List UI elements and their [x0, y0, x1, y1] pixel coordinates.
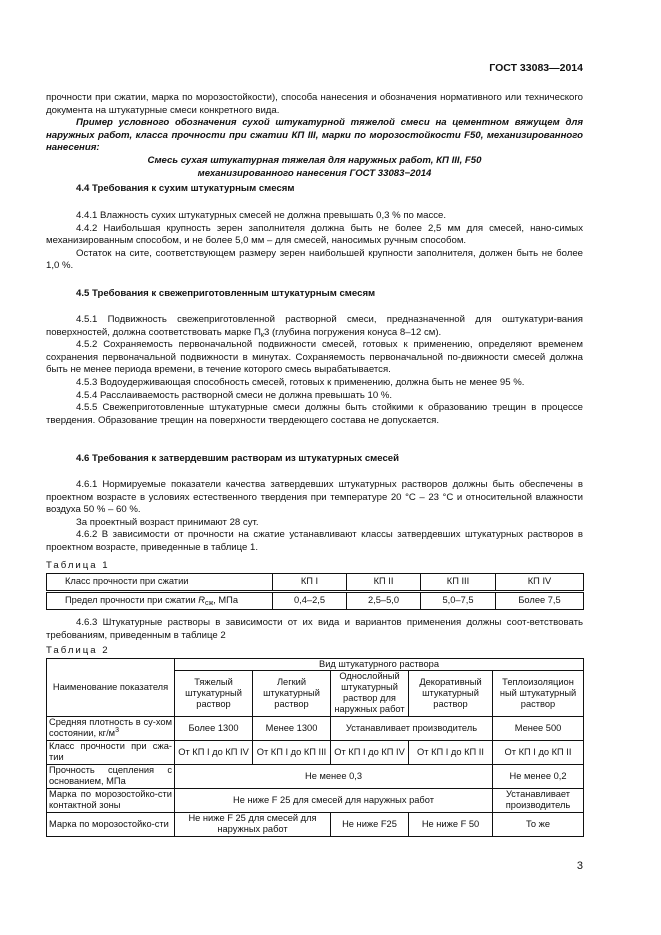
intro-paragraph: прочности при сжатии, марка по морозостойкости), способа нанесения и обозначения нормативного или технического документа на штукатурные смеси конкретного вида.: [46, 92, 583, 116]
table-header-cell: Легкий штукатурный раствор: [253, 670, 331, 716]
section-4-5: [46, 288, 583, 301]
table-cell: Устанавливает производитель: [331, 716, 493, 740]
table-cell: Не менее 0,3: [175, 764, 493, 788]
table-header-cell: Класс прочности при сжатии: [47, 573, 273, 591]
table-row: [47, 716, 584, 740]
section-4-6-body: [46, 479, 583, 555]
table-cell: Класс прочности при сжа-тии: [47, 740, 175, 764]
table-header-cell: Вид штукатурного раствора: [175, 658, 584, 670]
table-caption: Таблица 1: [46, 560, 110, 571]
paragraph: Остаток на сите, соответствующем размеру зерен наибольшей крупности заполнителя, должен быть не более 1,0 %.: [46, 247, 583, 272]
section-4-4: [46, 183, 583, 196]
table-cell: От КП I до КП II: [409, 740, 493, 764]
paragraph: 4.6.1 Нормируемые показатели качества затвердевших штукатурных растворов должны быть обеспечены в проектном возрасте в условиях естественного твердения при температуре 20 °С – 23 °С и относительной влажности воздуха 50 % – 60 %.: [46, 479, 583, 516]
table-cell: Не ниже F 25 для смесей для наружных работ: [175, 812, 331, 836]
table-header-cell: Тяжелый штукатурный раствор: [175, 670, 253, 716]
table-cell: Не ниже F 50: [409, 812, 493, 836]
example-paragraph: Пример условного обозначения сухой штукатурной тяжелой смеси на цементном вяжущем для наружных работ, класса прочности при сжатии КП III, марки по морозостойкости F50, механизированного нанесения:: [46, 117, 583, 154]
table-cell: От КП I до КП IV: [331, 740, 409, 764]
paragraph: 4.5.4 Расслаиваемость растворной смеси не должна превышать 10 %.: [76, 389, 393, 401]
table-cell: 2,5–5,0: [347, 591, 421, 609]
table-2: [46, 658, 584, 837]
table-cell: 5,0–7,5: [421, 591, 496, 609]
intro-block: [46, 92, 583, 180]
section-title: 4.6 Требования к затвердевшим растворам из штукатурных смесей: [76, 453, 400, 464]
table-header-cell: КП II: [347, 573, 421, 591]
paragraph: За проектный возраст принимают 28 сут.: [76, 516, 259, 528]
paragraph-4-6-3: [46, 617, 583, 642]
table-row: [47, 740, 584, 764]
table-header-cell: КП III: [421, 573, 496, 591]
table-row: [47, 764, 584, 788]
table-cell: Более 1300: [175, 716, 253, 740]
table-header-row: [47, 573, 584, 591]
paragraph: 4.6.2 В зависимости от прочности на сжатие устанавливают классы затвердевших штукатурных растворов в проектном возрасте, приведенные в таблице 1.: [46, 529, 583, 553]
table-cell: То же: [493, 812, 584, 836]
designation-line-1: Смесь сухая штукатурная тяжелая для наружных работ, КП III, F50: [147, 154, 482, 166]
table-cell: Марка по морозостойко-сти: [47, 812, 175, 836]
table-cell: 0,4–2,5: [273, 591, 347, 609]
table-1-block: [46, 560, 583, 610]
section-title: 4.4 Требования к сухим штукатурным смесям: [76, 183, 295, 194]
table-cell: От КП I до КП II: [493, 740, 584, 764]
paragraph: 4.4.1 Влажность сухих штукатурных смесей не должна превышать 0,3 % по массе.: [76, 210, 447, 221]
table-caption: Таблица 2: [46, 645, 110, 656]
table-cell: Менее 1300: [253, 716, 331, 740]
paragraph: 4.4.2 Наибольшая крупность зерен заполнителя должна быть не более 2,5 мм для смесей, нано-симых механизированным способом, и не более 5,0 мм – для смесей, наносимых ручным способом.: [46, 222, 583, 247]
document-header: ГОСТ 33083—2014: [489, 62, 583, 74]
paragraph: 4.5.5 Свежеприготовленные штукатурные смеси должны быть стойкими к образованию трещин в процессе твердения. Образование трещин на поверхности твердеющего состава не допускается.: [46, 402, 583, 426]
section-4-4-body: [46, 210, 583, 273]
table-header-cell: КП IV: [496, 573, 584, 591]
table-header-cell: Декоративный штукатурный раствор: [409, 670, 493, 716]
table-cell: Средняя плотность в су-хом состоянии, $кг/м^3$: [47, 716, 175, 740]
paragraph: 4.6.3 Штукатурные растворы в зависимости от их вида и вариантов применения должны соот-ветствовать требованиям, приведенным в таблице 2: [46, 617, 583, 641]
table-header-cell: Однослойный штукатурный раствор для наружных работ: [331, 670, 409, 716]
paragraph: 4.5.3 Водоудерживающая способность смесей, готовых к применению, должна быть не менее 95 %.: [76, 376, 525, 388]
table-header-cell: Наименование показателя: [47, 658, 175, 716]
table-cell: Более 7,5: [496, 591, 584, 609]
table-cell: Не ниже F25: [331, 812, 409, 836]
table-cell: Марка по морозостойко-сти контактной зоны: [47, 788, 175, 812]
table-1: [46, 573, 584, 610]
section-title: 4.5 Требования к свежеприготовленным штукатурным смесям: [76, 288, 376, 299]
section-4-6: [46, 453, 583, 466]
table-row: [47, 591, 584, 609]
paragraph: 4.5.1 Подвижность свежеприготовленной растворной смеси, предназначенной для оштукатури-вания поверхностей, должна соответствовать марке $П_к3$ (глубина погружения конуса 8–12 см).: [46, 314, 583, 339]
table-cell: Предел прочности при сжатии $R_{сж}$, МПа: [47, 591, 273, 609]
paragraph: 4.5.2 Сохраняемость первоначальной подвижности смесей, готовых к применению, определяют временем сохранения первоначальной подвижности в минутах. Сохраняемость первоначальной по-движности смесей должна быть не менее периода времени, в течение которого смесь вырабатывается.: [46, 339, 583, 376]
table-cell: Прочность сцепления с основанием, МПа: [47, 764, 175, 788]
table-header-cell: КП I: [273, 573, 347, 591]
table-header-row: [47, 658, 584, 670]
table-row: [47, 812, 584, 836]
designation-line-2: механизированного нанесения ГОСТ 33083−2014: [197, 167, 432, 179]
table-2-block: [46, 645, 583, 837]
section-4-5-body: [46, 314, 583, 427]
table-row: [47, 788, 584, 812]
table-cell: Менее 500: [493, 716, 584, 740]
table-cell: От КП I до КП III: [253, 740, 331, 764]
table-cell: От КП I до КП IV: [175, 740, 253, 764]
table-cell: Не ниже F 25 для смесей для наружных работ: [175, 788, 493, 812]
table-cell: Не менее 0,2: [493, 764, 584, 788]
table-header-cell: Теплоизоляцион ный штукатурный раствор: [493, 670, 584, 716]
page-number: 3: [576, 860, 583, 872]
table-cell: Устанавливает производитель: [493, 788, 584, 812]
